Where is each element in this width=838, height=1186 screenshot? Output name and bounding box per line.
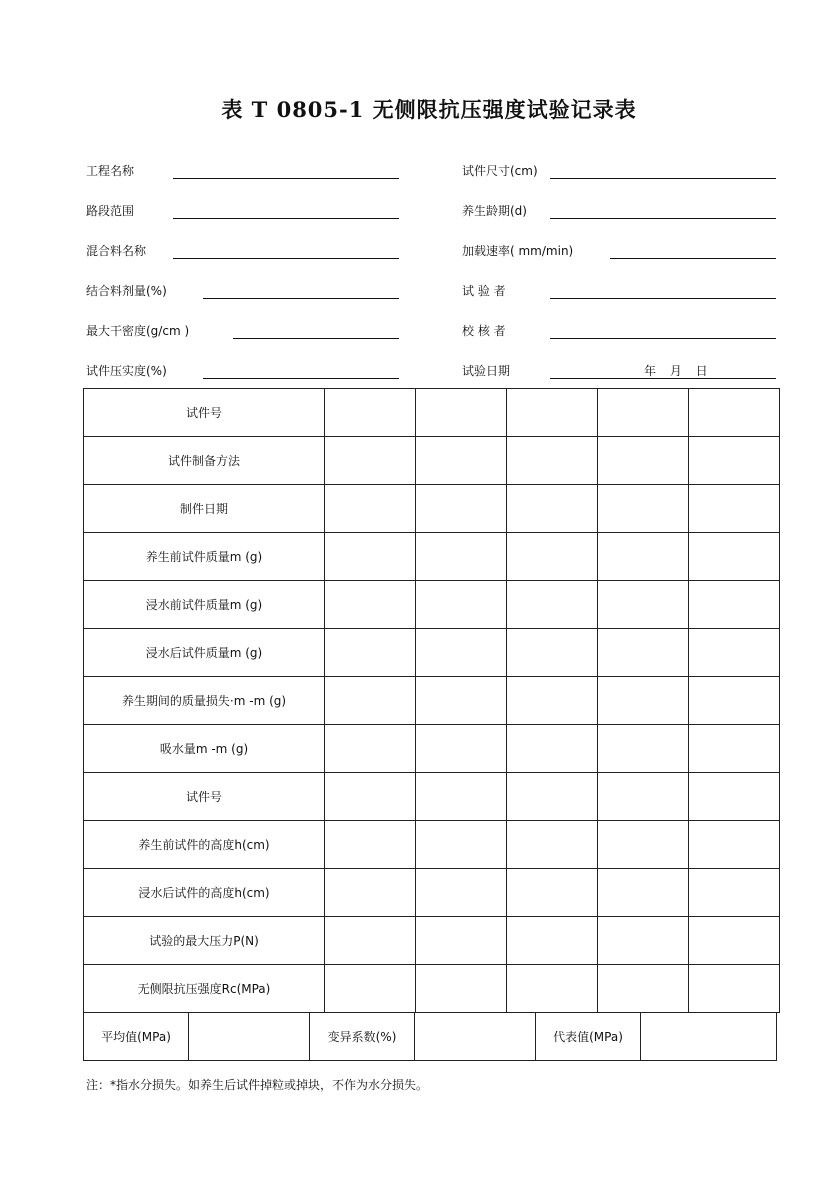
data-cell[interactable] bbox=[416, 965, 507, 1013]
data-cell[interactable] bbox=[689, 389, 780, 437]
cv-label: 变异系数(%) bbox=[310, 1013, 415, 1061]
data-cell[interactable] bbox=[416, 485, 507, 533]
field-input-line[interactable] bbox=[203, 378, 399, 379]
data-cell[interactable] bbox=[507, 389, 598, 437]
data-cell[interactable] bbox=[507, 581, 598, 629]
data-cell[interactable] bbox=[689, 725, 780, 773]
table-row bbox=[84, 629, 780, 677]
row-label: 浸水后试件的高度h(cm) bbox=[84, 869, 325, 917]
data-cell[interactable] bbox=[325, 485, 416, 533]
data-cell[interactable] bbox=[416, 917, 507, 965]
data-cell[interactable] bbox=[325, 533, 416, 581]
data-cell[interactable] bbox=[416, 389, 507, 437]
data-cell[interactable] bbox=[416, 629, 507, 677]
table-row bbox=[84, 725, 780, 773]
data-cell[interactable] bbox=[507, 485, 598, 533]
data-cell[interactable] bbox=[416, 821, 507, 869]
data-cell[interactable] bbox=[325, 917, 416, 965]
row-label: 试件号 bbox=[84, 389, 325, 437]
field-label: 试验日期 bbox=[462, 364, 511, 378]
table-row bbox=[84, 533, 780, 581]
data-cell[interactable] bbox=[507, 773, 598, 821]
row-label: 制件日期 bbox=[84, 485, 325, 533]
data-cell[interactable] bbox=[598, 917, 689, 965]
data-cell[interactable] bbox=[325, 773, 416, 821]
table-row bbox=[84, 869, 780, 917]
row-label: 试件号 bbox=[84, 773, 325, 821]
field-input-line[interactable] bbox=[550, 338, 776, 339]
data-cell[interactable] bbox=[598, 821, 689, 869]
data-cell[interactable] bbox=[325, 821, 416, 869]
row-label: 浸水后试件质量m (g) bbox=[84, 629, 325, 677]
data-cell[interactable] bbox=[325, 389, 416, 437]
data-cell[interactable] bbox=[507, 677, 598, 725]
field-label: 工程名称 bbox=[86, 164, 135, 178]
data-cell[interactable] bbox=[325, 437, 416, 485]
data-cell[interactable] bbox=[598, 629, 689, 677]
field-input-line[interactable] bbox=[173, 178, 399, 179]
field-input-line[interactable] bbox=[203, 298, 399, 299]
data-cell[interactable] bbox=[507, 629, 598, 677]
data-cell[interactable] bbox=[325, 869, 416, 917]
table-row bbox=[84, 677, 780, 725]
data-cell[interactable] bbox=[689, 677, 780, 725]
data-cell[interactable] bbox=[507, 437, 598, 485]
data-cell[interactable] bbox=[325, 581, 416, 629]
page-title: 表 T 0805-1 无侧限抗压强度试验记录表 bbox=[221, 97, 637, 122]
field-label: 试 验 者 bbox=[462, 284, 506, 298]
table-row bbox=[84, 389, 780, 437]
row-label: 试验的最大压力P(N) bbox=[84, 917, 325, 965]
data-cell[interactable] bbox=[689, 437, 780, 485]
row-label: 吸水量m -m (g) bbox=[84, 725, 325, 773]
field-input-line[interactable] bbox=[173, 218, 399, 219]
data-cell[interactable] bbox=[598, 869, 689, 917]
field-label: 试件压实度(%) bbox=[86, 364, 167, 378]
data-cell[interactable] bbox=[416, 533, 507, 581]
row-label: 浸水前试件质量m (g) bbox=[84, 581, 325, 629]
table-row bbox=[84, 821, 780, 869]
summary-row bbox=[83, 1012, 777, 1061]
data-cell[interactable] bbox=[507, 821, 598, 869]
data-cell[interactable] bbox=[325, 629, 416, 677]
data-cell[interactable] bbox=[598, 773, 689, 821]
table-row bbox=[84, 917, 780, 965]
field-input-line[interactable] bbox=[550, 298, 776, 299]
footnote: 注：*指水分损失。如养生后试件掉粒或掉块，不作为水分损失。 bbox=[86, 1078, 429, 1092]
data-cell[interactable] bbox=[689, 581, 780, 629]
data-cell[interactable] bbox=[507, 917, 598, 965]
data-cell[interactable] bbox=[689, 773, 780, 821]
data-cell[interactable] bbox=[507, 965, 598, 1013]
representative-value-cell[interactable] bbox=[641, 1013, 777, 1061]
data-cell[interactable] bbox=[416, 581, 507, 629]
data-cell[interactable] bbox=[689, 821, 780, 869]
data-cell[interactable] bbox=[598, 725, 689, 773]
data-cell[interactable] bbox=[689, 629, 780, 677]
field-input-line[interactable] bbox=[233, 338, 399, 339]
data-cell[interactable] bbox=[507, 869, 598, 917]
field-label: 试件尺寸(cm) bbox=[462, 164, 538, 178]
field-input-line[interactable] bbox=[550, 218, 776, 219]
field-label: 路段范围 bbox=[86, 204, 135, 218]
date-units: 年 月 日 bbox=[644, 364, 708, 378]
data-cell[interactable] bbox=[689, 917, 780, 965]
field-label: 混合料名称 bbox=[86, 244, 147, 258]
data-cell[interactable] bbox=[598, 533, 689, 581]
data-cell[interactable] bbox=[689, 485, 780, 533]
data-cell[interactable] bbox=[598, 485, 689, 533]
row-label: 养生前试件的高度h(cm) bbox=[84, 821, 325, 869]
data-cell[interactable] bbox=[598, 965, 689, 1013]
data-cell[interactable] bbox=[598, 677, 689, 725]
data-cell[interactable] bbox=[689, 965, 780, 1013]
field-label: 校 核 者 bbox=[462, 324, 506, 338]
table-row bbox=[84, 965, 780, 1013]
data-cell[interactable] bbox=[416, 725, 507, 773]
field-input-line[interactable] bbox=[550, 178, 776, 179]
representative-label: 代表值(MPa) bbox=[536, 1013, 641, 1061]
data-cell[interactable] bbox=[325, 677, 416, 725]
field-label: 养生龄期(d) bbox=[462, 204, 527, 218]
data-cell[interactable] bbox=[325, 965, 416, 1013]
row-label: 养生期间的质量损失·m -m (g) bbox=[84, 677, 325, 725]
data-cell[interactable] bbox=[416, 677, 507, 725]
data-cell[interactable] bbox=[689, 869, 780, 917]
table-row bbox=[84, 581, 780, 629]
field-label: 最大干密度(g/cm ) bbox=[86, 324, 190, 338]
data-cell[interactable] bbox=[689, 533, 780, 581]
average-label: 平均值(MPa) bbox=[84, 1013, 189, 1061]
row-label: 试件制备方法 bbox=[84, 437, 325, 485]
field-label: 结合料剂量(%) bbox=[86, 284, 167, 298]
data-cell[interactable] bbox=[416, 437, 507, 485]
table-row bbox=[84, 437, 780, 485]
row-label: 养生前试件质量m (g) bbox=[84, 533, 325, 581]
cv-value-cell[interactable] bbox=[415, 1013, 536, 1061]
row-label: 无侧限抗压强度Rc(MPa) bbox=[84, 965, 325, 1013]
record-table bbox=[83, 388, 780, 1013]
average-value-cell[interactable] bbox=[189, 1013, 310, 1061]
table-row bbox=[84, 485, 780, 533]
data-cell[interactable] bbox=[416, 773, 507, 821]
field-input-line[interactable] bbox=[610, 258, 776, 259]
data-cell[interactable] bbox=[598, 389, 689, 437]
data-cell[interactable] bbox=[507, 725, 598, 773]
data-cell[interactable] bbox=[598, 437, 689, 485]
table-row bbox=[84, 773, 780, 821]
data-cell[interactable] bbox=[416, 869, 507, 917]
field-label: 加载速率( mm/min) bbox=[462, 244, 574, 258]
data-cell[interactable] bbox=[598, 581, 689, 629]
data-cell[interactable] bbox=[325, 725, 416, 773]
field-input-line[interactable] bbox=[173, 258, 399, 259]
data-cell[interactable] bbox=[507, 533, 598, 581]
